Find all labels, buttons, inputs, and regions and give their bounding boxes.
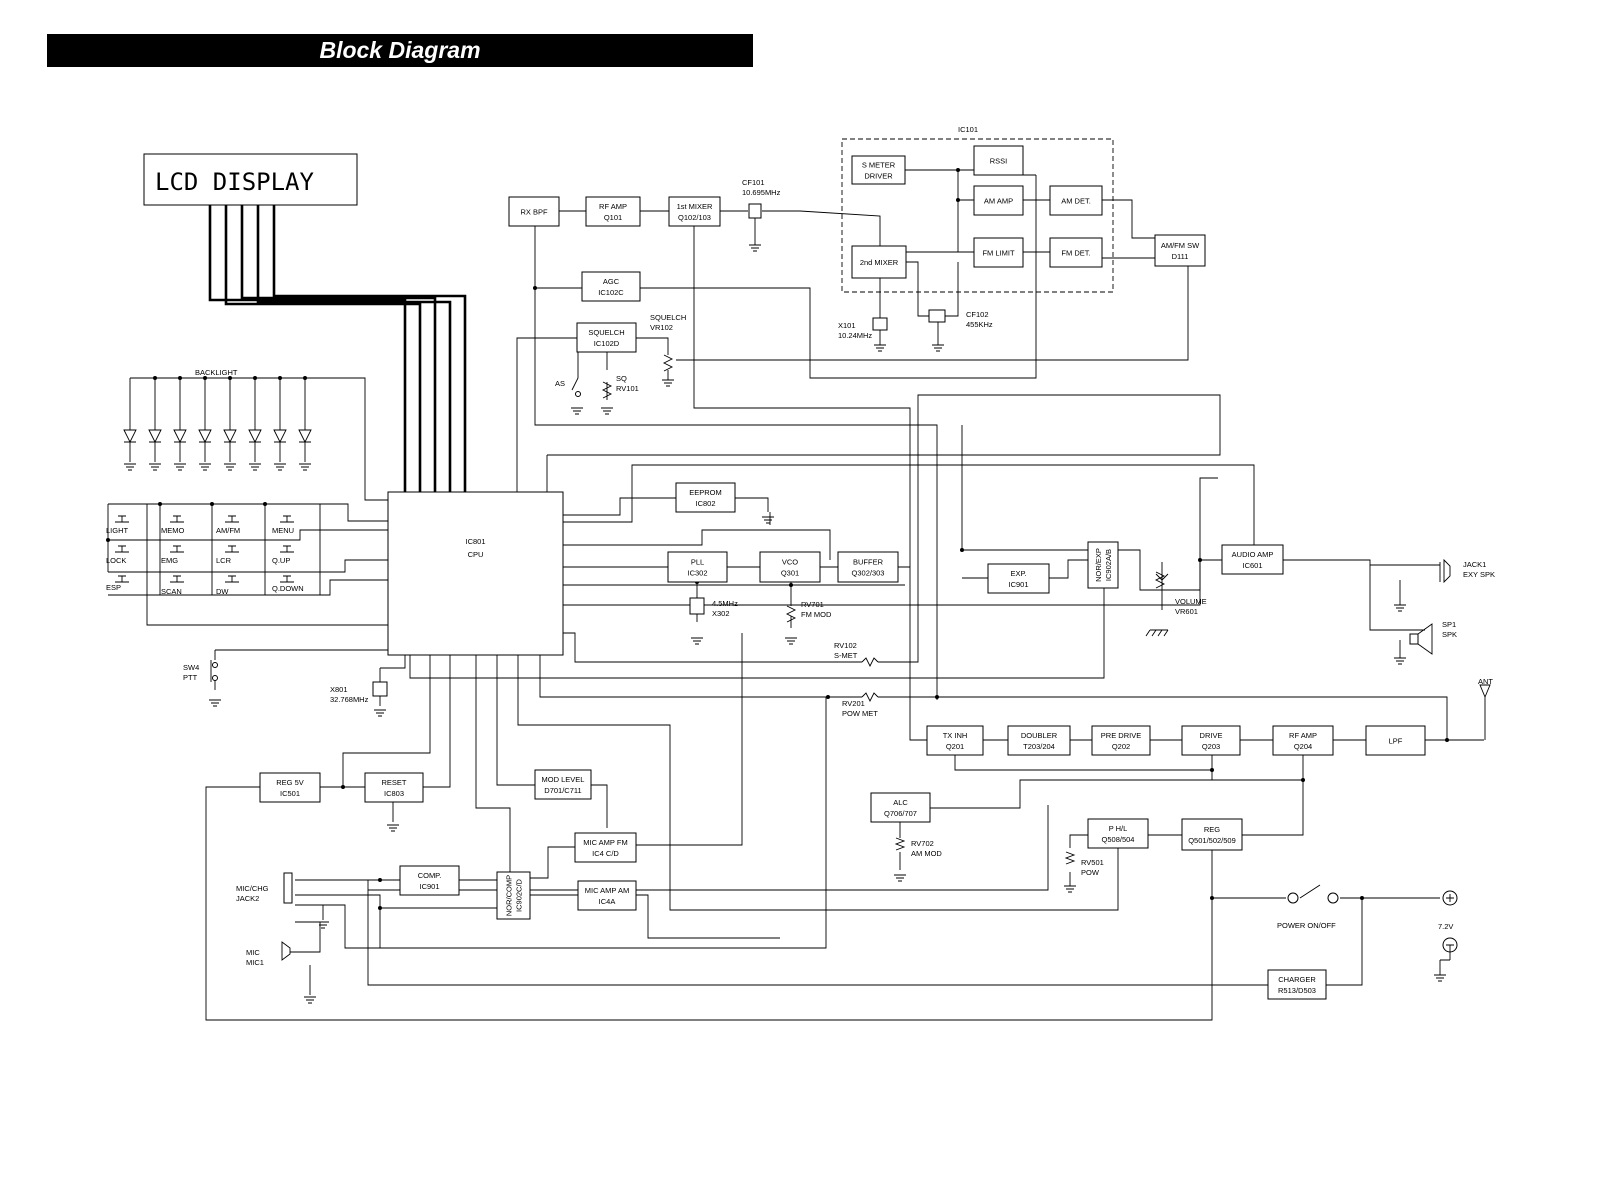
- block-squelch-text: IC102D: [593, 339, 620, 348]
- block-pll-text: IC302: [687, 568, 708, 578]
- block-mixer1: [669, 197, 720, 226]
- block-comp-text: IC901: [419, 882, 440, 891]
- block-mixer2-text: 2nd MIXER: [859, 258, 899, 267]
- block-predrive-text: Q202: [1111, 742, 1131, 751]
- block-eeprom-text: EEPROM: [689, 488, 722, 497]
- block-doubler-text: T203/204: [1023, 742, 1055, 751]
- block-pll-text: PLL: [690, 557, 705, 567]
- label-ant: ANT: [1478, 677, 1493, 686]
- block-rfamp2-text: Q204: [1293, 742, 1313, 751]
- label-cf101: CF101: [742, 178, 765, 187]
- block-amdet: [1050, 186, 1102, 215]
- block-micampam: [578, 881, 636, 910]
- page-title: Block Diagram: [319, 37, 481, 63]
- keypad-labels: [106, 526, 304, 596]
- key-label: SCAN: [161, 587, 182, 596]
- block-comp: [400, 866, 459, 895]
- block-norcomp-text: NOR/COMP: [504, 874, 514, 917]
- block-nor-text: NOR/EXP: [1094, 548, 1103, 582]
- block-audioamp: [1222, 545, 1283, 574]
- block-reset-text: IC803: [383, 789, 405, 798]
- block-rfamp-text: RF AMP: [599, 202, 627, 211]
- block-drive-text: DRIVE: [1199, 731, 1223, 740]
- block-doubler: [1008, 726, 1070, 755]
- block-reset-text: RESET: [381, 778, 407, 787]
- label-rv201: POW MET: [842, 709, 878, 718]
- block-squelch-text: SQUELCH: [588, 328, 625, 337]
- block-charger-text: CHARGER: [1278, 975, 1316, 984]
- block-amfmsw-text: D111: [1171, 252, 1189, 261]
- key-label: LCR: [216, 556, 232, 565]
- block-txinh-text: TX INH: [942, 731, 968, 740]
- label-jack2: MIC/CHG: [236, 884, 269, 893]
- block-reg-text: REG: [1203, 825, 1221, 834]
- label-volume: VOLUME: [1175, 597, 1207, 606]
- block-vco: [760, 552, 820, 582]
- label-rv701: RV701: [801, 600, 824, 609]
- block-comp-text: COMP.: [417, 871, 442, 880]
- label-cf102: 455KHz: [966, 320, 993, 329]
- block-buffer-text: Q302/303: [851, 568, 885, 578]
- block-amamp: [974, 186, 1023, 215]
- block-amdet-text: AM DET.: [1061, 196, 1091, 206]
- key-label: LOCK: [106, 556, 127, 565]
- label-rv702: RV702: [911, 839, 934, 848]
- label-mic1: MIC: [246, 948, 260, 957]
- label-batt: 7.2V: [1438, 922, 1454, 931]
- label-x801: 32.768MHz: [330, 695, 369, 704]
- block-norcomp-text: IC902C/D: [514, 879, 524, 912]
- block-fmdet: [1050, 238, 1102, 267]
- ground-symbols: [124, 245, 1446, 1003]
- label-rv501: RV501: [1081, 858, 1104, 867]
- label-rv102: S-MET: [834, 651, 858, 660]
- lcd-display-label: LCD DISPLAY: [155, 168, 314, 196]
- block-reg5v: [260, 773, 320, 802]
- block-eeprom: [676, 483, 735, 512]
- wiring: [108, 170, 1485, 1020]
- label-jack2: JACK2: [236, 894, 260, 903]
- block-nor-box: [1088, 542, 1118, 588]
- block-reg: [1182, 819, 1242, 850]
- block-micampam-text: IC4A: [598, 897, 616, 906]
- block-pll: [668, 552, 727, 582]
- block-alc-text: Q706/707: [884, 809, 917, 818]
- block-reg-text: Q501/502/509: [1188, 836, 1236, 845]
- label-x101: 10.24MHz: [838, 331, 873, 340]
- block-pll-box: [668, 552, 727, 582]
- key-label: ESP: [106, 583, 122, 592]
- block-mixer2: [852, 246, 906, 278]
- key-label: LIGHT: [106, 526, 129, 535]
- block-cpu-box: [388, 492, 563, 655]
- label-volume: VR601: [1175, 607, 1198, 616]
- label-rv101: RV101: [616, 384, 639, 393]
- block-txinh-text: Q201: [945, 742, 965, 751]
- block-nor-text: IC902A/B: [1104, 548, 1113, 582]
- label-sp1: SPK: [1442, 630, 1458, 639]
- block-amamp-text: AM AMP: [983, 196, 1014, 206]
- block-squelch: [577, 323, 636, 352]
- label-cf102: CF102: [966, 310, 989, 319]
- block-drive: [1182, 726, 1240, 755]
- block-norcomp: [497, 872, 530, 919]
- block-vco-box: [760, 552, 820, 582]
- block-norcomp-box: [497, 872, 530, 919]
- key-label: Q.UP: [272, 556, 291, 565]
- block-modlevel: [535, 770, 591, 799]
- block-exp: [988, 564, 1049, 593]
- label-power: POWER ON/OFF: [1277, 921, 1336, 930]
- key-label: MEMO: [161, 526, 185, 535]
- block-vco-text: VCO: [781, 557, 799, 567]
- block-buffer-text: BUFFER: [853, 557, 883, 567]
- block-txinh: [927, 726, 983, 755]
- block-modlevel-text: D701/C711: [544, 786, 582, 795]
- block-rxbpf: [509, 197, 559, 226]
- block-agc-text: IC102C: [598, 288, 624, 297]
- label-sp1: SP1: [1442, 620, 1457, 629]
- block-cpu-text: CPU: [467, 550, 484, 559]
- label-sw4: SW4: [183, 663, 200, 672]
- key-label: DW: [216, 587, 229, 596]
- block-lpf: [1366, 726, 1425, 755]
- label-x101: X101: [838, 321, 856, 330]
- label-as: AS: [555, 379, 566, 388]
- key-label: EMG: [161, 556, 179, 565]
- block-cpu-text: IC801: [465, 537, 486, 546]
- block-smeter-text: DRIVER: [864, 171, 893, 181]
- label-rv102: RV102: [834, 641, 857, 650]
- block-fmlimit-text: FM LIMIT: [982, 248, 1015, 258]
- block-mixer1-text: Q102/103: [678, 213, 711, 222]
- block-audioamp-text: AUDIO AMP: [1231, 550, 1274, 559]
- block-exp-text: IC901: [1008, 580, 1029, 589]
- block-reg-box: [1182, 819, 1242, 850]
- block-phl-text: P H/L: [1108, 824, 1128, 833]
- label-backlight: BACKLIGHT: [195, 368, 238, 377]
- block-audioamp-text: IC601: [1242, 561, 1263, 570]
- backlight-leds: [124, 430, 311, 462]
- block-exp-text: EXP.: [1010, 569, 1027, 578]
- block-buffer-box: [838, 552, 898, 582]
- block-smeter: [852, 156, 905, 184]
- block-rxbpf-text: RX BPF: [520, 207, 548, 217]
- label-mic1: MIC1: [246, 958, 264, 967]
- block-predrive-text: PRE DRIVE: [1100, 731, 1142, 740]
- block-charger-text: R513/D503: [1278, 986, 1316, 995]
- block-rfamp-text: Q101: [603, 213, 623, 222]
- block-vco-text: Q301: [780, 568, 800, 578]
- block-rfamp: [586, 197, 640, 226]
- label-x302: X302: [712, 609, 730, 618]
- block-buffer: [838, 552, 898, 582]
- block-phl-text: Q508/504: [1101, 835, 1135, 844]
- block-micampfm: [575, 833, 636, 862]
- label-rv101: SQ: [616, 374, 627, 383]
- label-vr102: SQUELCH: [650, 313, 687, 322]
- label-cf101: 10.695MHz: [742, 188, 781, 197]
- block-cpu: [388, 492, 563, 655]
- label-rv201: RV201: [842, 699, 865, 708]
- label-x801: X801: [330, 685, 348, 694]
- block-rssi: [974, 146, 1023, 175]
- block-fmdet-text: FM DET.: [1061, 248, 1091, 258]
- label-rv501: POW: [1081, 868, 1099, 877]
- label-jack1: JACK1: [1463, 560, 1487, 569]
- block-eeprom-text: IC802: [695, 499, 716, 508]
- key-label: AM/FM: [216, 526, 241, 535]
- block-lpf-text: LPF: [1388, 736, 1403, 746]
- ic101-label: IC101: [958, 125, 979, 134]
- block-reg5v-text: IC501: [279, 789, 301, 798]
- block-doubler-text: DOUBLER: [1020, 731, 1058, 740]
- block-fmlimit: [974, 238, 1023, 267]
- block-phl: [1088, 819, 1148, 848]
- block-reset: [365, 773, 423, 802]
- block-amfmsw-box: [1155, 235, 1205, 266]
- block-mixer1-text: 1st MIXER: [676, 202, 713, 211]
- block-predrive: [1092, 726, 1150, 755]
- block-rfamp2: [1273, 726, 1333, 755]
- block-rssi-text: RSSI: [989, 156, 1008, 166]
- block-micampfm-text: IC4 C/D: [592, 849, 619, 858]
- block-amfmsw: [1155, 235, 1205, 266]
- key-label: MENU: [272, 526, 295, 535]
- block-rfamp2-text: RF AMP: [1289, 731, 1317, 740]
- label-rv702: AM MOD: [911, 849, 942, 858]
- block-alc: [871, 793, 930, 822]
- label-vr102: VR102: [650, 323, 673, 332]
- block-modlevel-text: MOD LEVEL: [541, 775, 585, 784]
- blocks-layer: [260, 146, 1425, 999]
- label-jack1: EXY SPK: [1463, 570, 1495, 579]
- block-reg5v-text: REG 5V: [276, 778, 304, 787]
- block-amfmsw-text: AM/FM SW: [1160, 241, 1200, 250]
- block-agc-text: AGC: [602, 277, 620, 286]
- label-x302: 4.5MHz: [712, 599, 738, 608]
- block-agc: [582, 272, 640, 301]
- key-label: Q.DOWN: [272, 584, 304, 593]
- label-sw4: PTT: [183, 673, 198, 682]
- block-charger: [1268, 970, 1326, 999]
- block-drive-text: Q203: [1201, 742, 1221, 751]
- block-micampfm-text: MIC AMP FM: [583, 838, 628, 847]
- label-rv701: FM MOD: [801, 610, 832, 619]
- block-micampam-text: MIC AMP AM: [584, 886, 630, 895]
- block-nor: [1088, 542, 1118, 588]
- block-alc-text: ALC: [893, 798, 908, 807]
- block-smeter-text: S METER: [861, 160, 896, 170]
